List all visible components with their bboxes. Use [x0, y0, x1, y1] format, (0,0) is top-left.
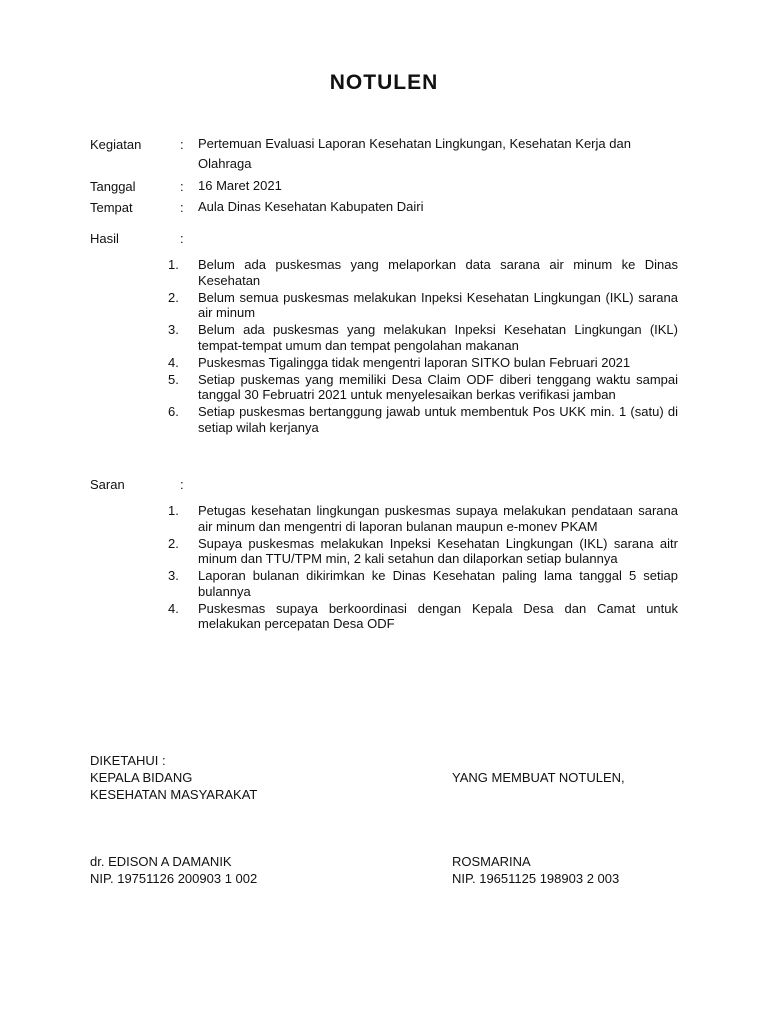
list-item — [168, 503, 678, 534]
tanggal-value: 16 Maret 2021 — [198, 178, 282, 193]
right-signatory-name: ROSMARINA — [452, 854, 531, 869]
item-text: Puskesmas supaya berkoordinasi dengan Kepala Desa dan Camat untuk melakukan percepatan Desa ODF — [198, 600, 678, 631]
left-position-line2: KESEHATAN MASYARAKAT — [90, 787, 258, 802]
tempat-label: Tempat — [90, 200, 133, 215]
item-text: Belum semua puskesmas melakukan Inpeksi Kesehatan Lingkungan (IKL) sarana air minum — [198, 289, 678, 320]
right-signature-block — [452, 769, 625, 786]
saran-colon: : — [180, 477, 184, 492]
list-item — [168, 355, 678, 371]
item-number: 4. — [168, 600, 179, 616]
tempat-colon: : — [180, 200, 184, 215]
item-number: 2. — [168, 535, 179, 551]
tanggal-label: Tanggal — [90, 179, 136, 194]
item-text: Belum ada puskesmas yang melakukan Inpeksi Kesehatan Lingkungan (IKL) tempat-tempat umum dan tempat pengolahan makanan — [198, 322, 678, 353]
list-item — [168, 404, 678, 435]
kegiatan-label: Kegiatan — [90, 137, 142, 152]
item-number: 6. — [168, 404, 179, 419]
item-number: 1. — [168, 503, 179, 518]
item-number: 5. — [168, 371, 179, 387]
item-text: Belum ada puskesmas yang melaporkan data sarana air minum ke Dinas Kesehatan — [198, 257, 678, 288]
item-text: Supaya puskesmas melakukan Inpeksi Kesehatan Lingkungan (IKL) sarana aitr minum dan TTU/TPM min, 2 kali setahun dan dilaporkan setiap bulannya — [198, 535, 678, 566]
list-item — [168, 290, 678, 321]
left-signatory-nip: NIP. 19751126 200903 1 002 — [90, 871, 258, 886]
kegiatan-value: Pertemuan Evaluasi Laporan Kesehatan Lingkungan, Kesehatan Kerja dan Olahraga — [198, 136, 631, 171]
list-item — [168, 372, 678, 403]
saran-list — [168, 503, 678, 633]
acknowledged-label: DIKETAHUI : — [90, 753, 166, 768]
list-item — [168, 601, 678, 632]
left-signatory-name: dr. EDISON A DAMANIK — [90, 854, 232, 869]
item-text: Petugas kesehatan lingkungan puskesmas supaya melakukan pendataan sarana air minum dan mengentri di laporan bulanan maupun e-monev PKAM — [198, 503, 678, 534]
list-item — [168, 536, 678, 567]
item-text: Setiap puskemas yang memiliki Desa Claim ODF diberi tenggang waktu sampai tanggal 30 Februatri 2021 untuk menyelesaikan berkas verifikasi jamban — [198, 371, 678, 402]
item-number: 1. — [168, 257, 179, 272]
saran-label: Saran — [90, 477, 125, 492]
kegiatan-colon: : — [180, 137, 184, 152]
tempat-value: Aula Dinas Kesehatan Kabupaten Dairi — [198, 199, 424, 214]
hasil-colon: : — [180, 231, 184, 246]
item-text: Laporan bulanan dikirimkan ke Dinas Kesehatan paling lama tanggal 5 setiap bulannya — [198, 568, 678, 599]
item-number: 4. — [168, 354, 179, 370]
hasil-label: Hasil — [90, 231, 119, 246]
tanggal-colon: : — [180, 179, 184, 194]
left-position-line1: KEPALA BIDANG — [90, 770, 193, 785]
item-text: Puskesmas Tigalingga tidak mengentri laporan SITKO bulan Februari 2021 — [198, 354, 631, 370]
note-taker-label: YANG MEMBUAT NOTULEN, — [452, 770, 625, 785]
right-signatory — [452, 853, 619, 887]
list-item — [168, 257, 678, 288]
item-number: 2. — [168, 289, 179, 305]
left-signatory — [90, 853, 257, 887]
left-signature-block — [90, 752, 257, 803]
list-item — [168, 322, 678, 353]
item-text: Setiap puskesmas bertanggung jawab untuk membentuk Pos UKK min. 1 (satu) di setiap wilah kerjanya — [198, 404, 678, 435]
document-title: NOTULEN — [329, 71, 439, 94]
list-item — [168, 568, 678, 599]
item-number: 3. — [168, 322, 179, 337]
right-signatory-nip: NIP. 19651125 198903 2 003 — [452, 871, 620, 886]
hasil-list — [168, 257, 678, 437]
item-number: 3. — [168, 568, 179, 583]
